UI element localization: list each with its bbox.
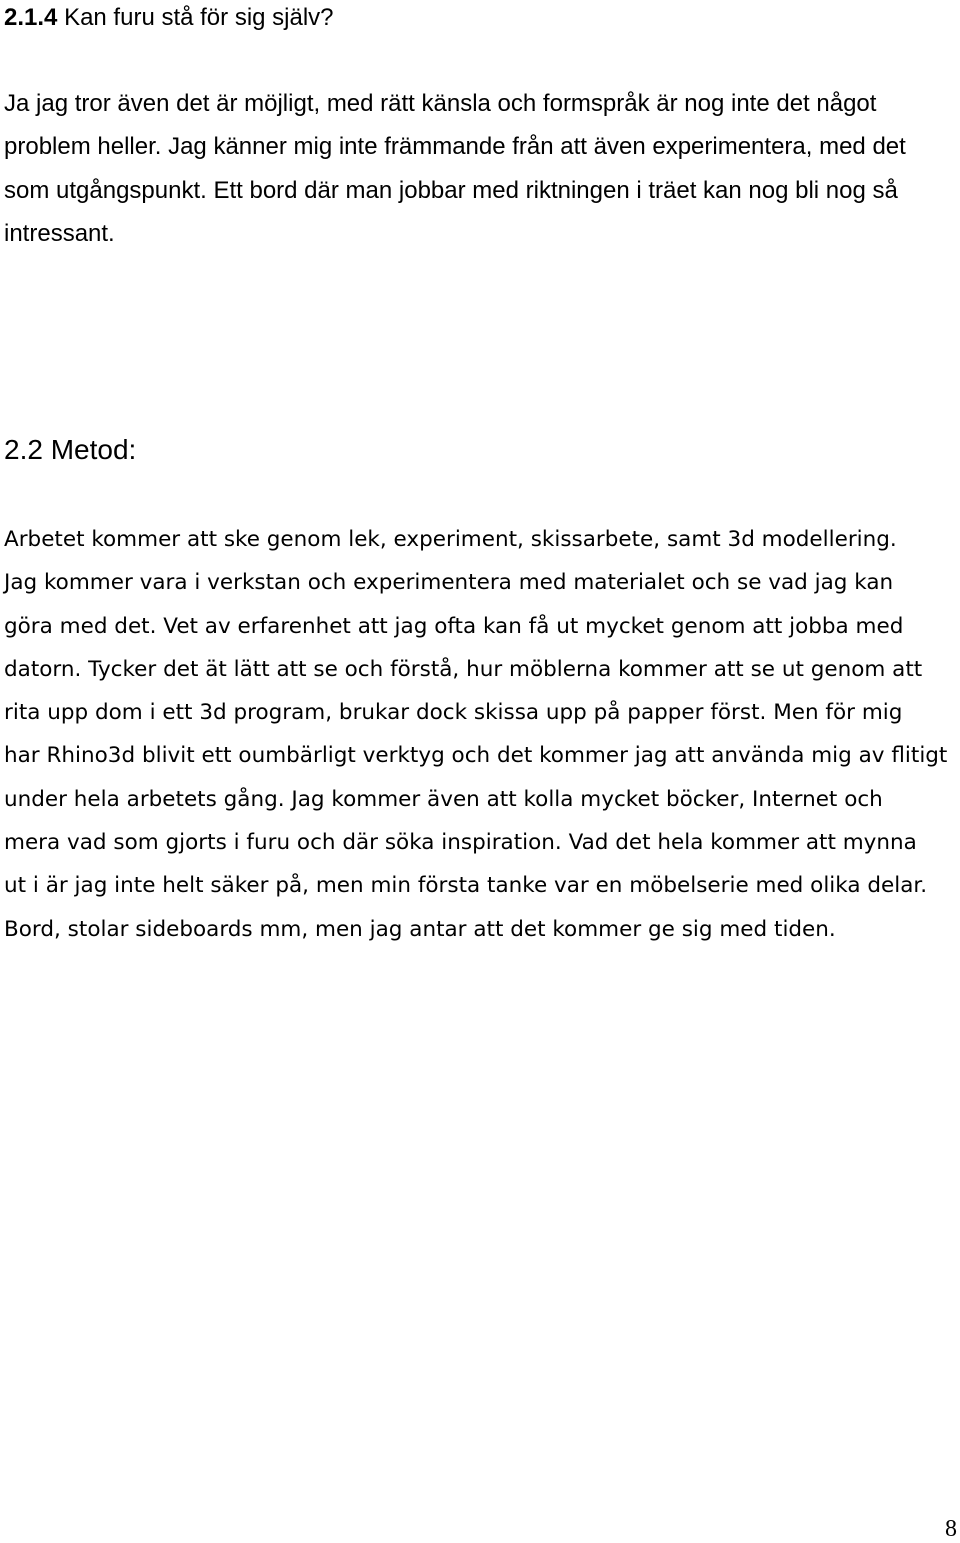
paragraph-line: datorn. Tycker det ät lätt att se och förstå, hur möblerna kommer att se ut genom att xyxy=(4,656,923,682)
paragraph-line: som utgångspunkt. Ett bord där man jobbar med riktningen i träet kan nog bli nog så xyxy=(4,176,898,204)
section-heading-metod: 2.2 Metod: xyxy=(4,434,137,465)
paragraph-line: problem heller. Jag känner mig inte främmande från att även experimentera, med det xyxy=(4,133,906,161)
paragraph-line: Jag kommer vara i verkstan och experimentera med materialet och se vad jag kan xyxy=(4,570,894,596)
paragraph-line: Bord, stolar sideboards mm, men jag antar att det kommer ge sig med tiden. xyxy=(4,916,836,942)
paragraph-furu xyxy=(4,82,956,255)
page-number: 8 xyxy=(945,1516,957,1542)
paragraph-line: under hela arbetets gång. Jag kommer även att kolla mycket böcker, Internet och xyxy=(4,786,883,812)
paragraph-line: Ja jag tror även det är möjligt, med rätt känsla och formspråk är nog inte det något xyxy=(4,90,877,117)
paragraph-line: rita upp dom i ett 3d program, brukar dock skissa upp på papper först. Men för mig xyxy=(4,700,903,726)
section-heading-2-1-4 xyxy=(4,2,334,34)
paragraph-line: intressant. xyxy=(4,219,115,247)
paragraph-line: göra med det. Vet av erfarenhet att jag ofta kan få ut mycket genom att jobba med xyxy=(4,613,904,639)
paragraph-line: har Rhino3d blivit ett oumbärligt verktyg och det kommer jag att använda mig av flitigt xyxy=(4,743,948,769)
paragraph-line: Arbetet kommer att ske genom lek, experiment, skissarbete, samt 3d modellering. xyxy=(4,527,897,552)
section-title: Kan furu stå för sig själv? xyxy=(64,4,334,31)
section-number: 2.1.4 xyxy=(4,4,58,31)
paragraph-line: ut i är jag inte helt säker på, men min första tanke var en möbelserie med olika delar. xyxy=(4,873,928,899)
paragraph-line: mera vad som gjorts i furu och där söka inspiration. Vad det hela kommer att mynna xyxy=(4,830,917,856)
paragraph-metod xyxy=(4,518,960,951)
